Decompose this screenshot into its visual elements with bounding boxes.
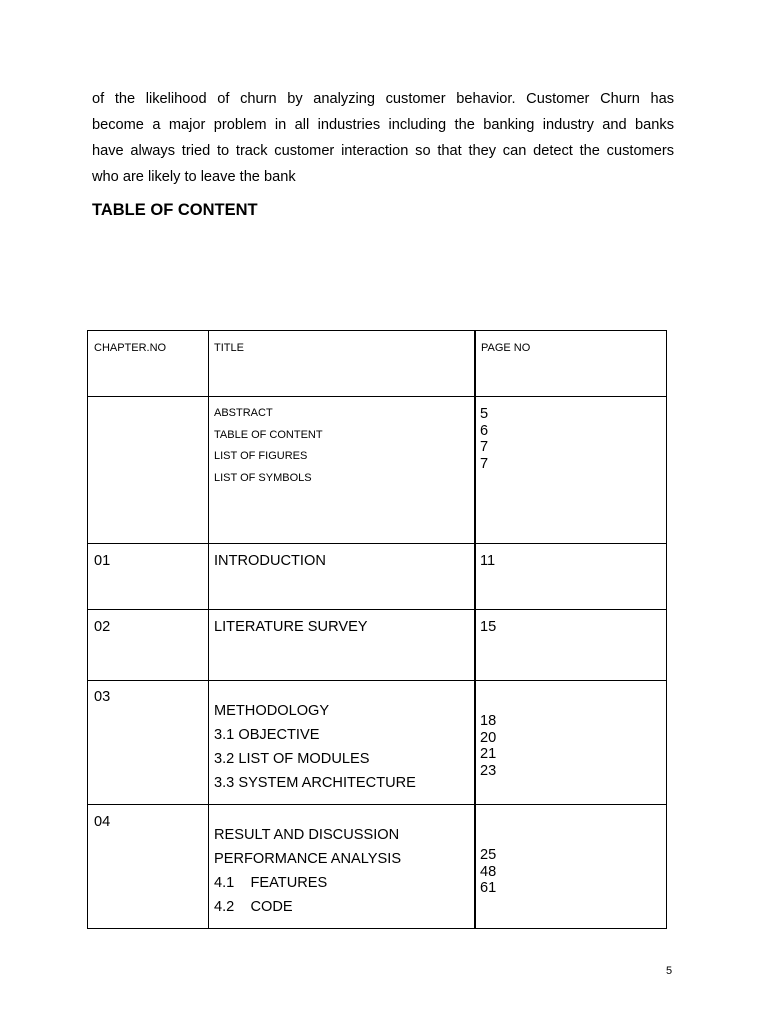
page-value: 25 xyxy=(480,847,497,863)
page-value: 20 xyxy=(480,729,497,746)
column-divider xyxy=(208,331,209,928)
page-value: 7 xyxy=(480,439,489,456)
chapter-titles xyxy=(214,823,401,919)
paragraph-line: become a major problem in all industries including the banking industry and banks xyxy=(92,117,674,133)
row-divider xyxy=(88,609,666,610)
header-title: TITLE xyxy=(214,342,244,354)
page-value: 6 xyxy=(480,422,489,439)
chapter-pages xyxy=(480,713,496,780)
chapter-title: RESULT AND DISCUSSION xyxy=(214,827,400,843)
page-value: 15 xyxy=(480,619,497,635)
chapter-titles xyxy=(214,699,416,795)
row-divider xyxy=(88,804,666,805)
section-title: 4.1 FEATURES xyxy=(214,875,328,891)
chapter-number: 03 xyxy=(94,689,111,705)
chapter-title: PERFORMANCE ANALYSIS xyxy=(214,851,402,867)
chapter-title: METHODOLOGY xyxy=(214,703,330,719)
page-value: 23 xyxy=(480,763,497,780)
toc-table xyxy=(87,330,667,929)
front-matter-titles xyxy=(214,403,323,489)
header-chapter: CHAPTER.NO xyxy=(94,342,167,354)
page-value: 7 xyxy=(480,456,489,473)
toc-heading: TABLE OF CONTENT xyxy=(92,201,258,219)
list-item: LIST OF FIGURES xyxy=(214,450,308,462)
section-title: 3.3 SYSTEM ARCHITECTURE xyxy=(214,775,416,791)
front-matter-pages xyxy=(480,406,488,473)
page-value: 61 xyxy=(480,880,497,897)
page-value: 5 xyxy=(480,406,489,422)
chapter-number: 02 xyxy=(94,619,111,635)
page-value: 18 xyxy=(480,713,497,729)
section-title: 4.2 CODE xyxy=(214,899,293,915)
paragraph-line: of the likelihood of churn by analyzing customer behavior. Customer Churn has xyxy=(92,91,674,107)
chapter-number: 04 xyxy=(94,814,111,830)
page-number: 5 xyxy=(666,965,673,977)
section-title: 3.1 OBJECTIVE xyxy=(214,727,320,743)
chapter-pages xyxy=(480,847,496,897)
chapter-title: INTRODUCTION xyxy=(214,553,326,569)
list-item: TABLE OF CONTENT xyxy=(214,428,323,441)
section-title: 3.2 LIST OF MODULES xyxy=(214,751,370,767)
paragraph-line: have always tried to track customer interaction so that they can detect the customers xyxy=(92,143,674,159)
intro-paragraph xyxy=(92,86,674,190)
page-value: 21 xyxy=(480,746,497,763)
list-item: LIST OF SYMBOLS xyxy=(214,471,312,484)
row-divider xyxy=(88,543,666,544)
header-page: PAGE NO xyxy=(481,342,531,354)
page-value: 11 xyxy=(480,553,496,569)
list-item: ABSTRACT xyxy=(214,407,273,419)
row-divider xyxy=(88,680,666,681)
row-divider xyxy=(88,396,666,397)
chapter-number: 01 xyxy=(94,553,111,569)
paragraph-line: who are likely to leave the bank xyxy=(92,169,296,185)
column-divider xyxy=(474,331,476,928)
page-value: 48 xyxy=(480,863,497,880)
chapter-title: LITERATURE SURVEY xyxy=(214,619,368,635)
